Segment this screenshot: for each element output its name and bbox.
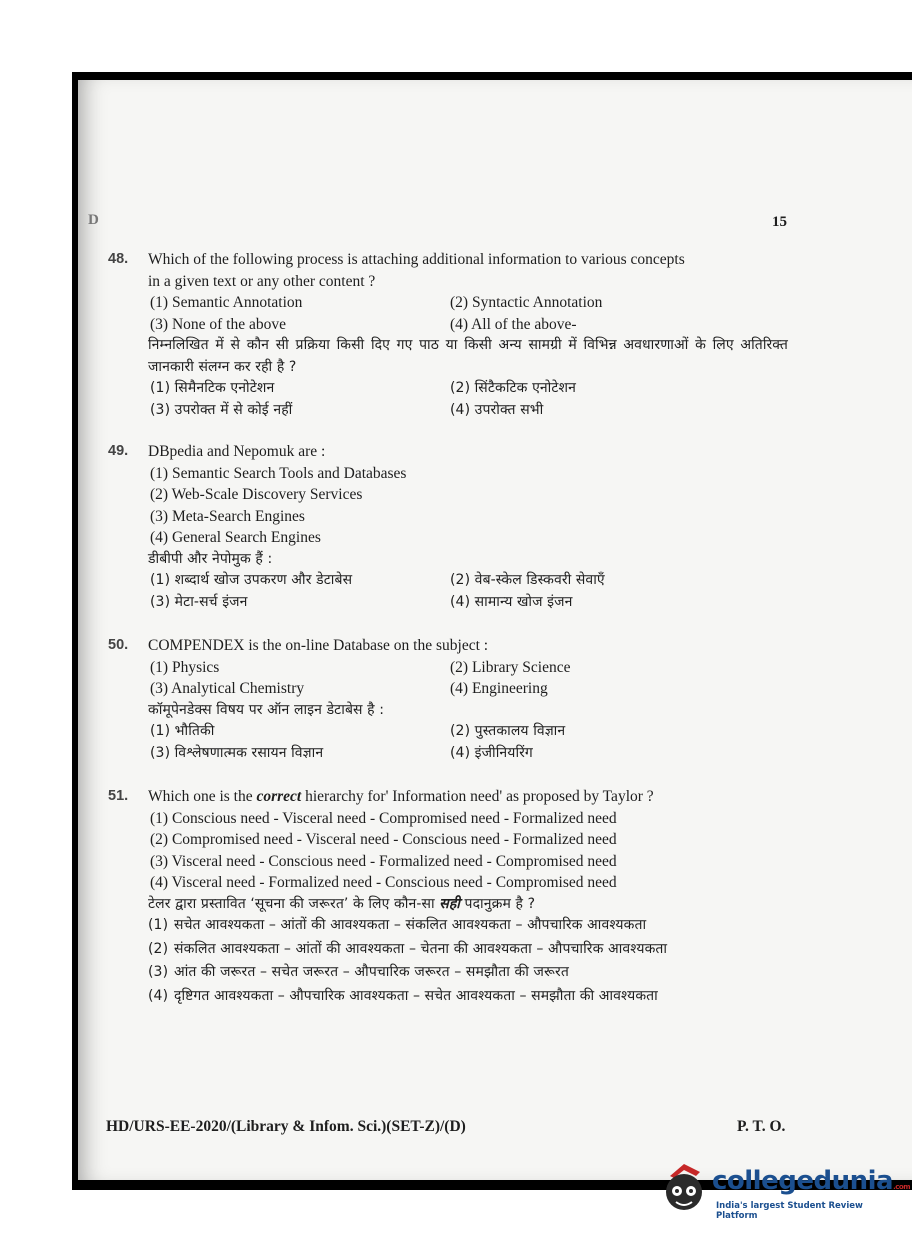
hindi-option: (4) उपरोक्त सभी [450, 401, 544, 418]
option: (3) None of the above [150, 315, 287, 333]
question-51 [108, 786, 788, 1009]
option: (3) Analytical Chemistry [150, 680, 305, 697]
page-number: 15 [772, 214, 787, 230]
hindi-option: (4) इंजीनियरिंग [450, 744, 533, 761]
hindi-question-part: टेलर द्वारा प्रस्तावित ‘सूचना की जरूरत’ के लिए कौन-सा [148, 895, 440, 912]
hindi-question: निम्नलिखित में से कौन सी प्रक्रिया किसी दिए गए पाठ या किसी अन्य सामग्री में विभिन्न अवधारणाओं के लिए अतिरिक्त जानकारी संलग्न कर रही है ? [148, 337, 788, 375]
question-text-line: COMPENDEX is the on-line Database on the subject : [148, 637, 489, 654]
paper-code: HD/URS-EE-2020/(Library & Infom. Sci.)(SET-Z)/(D) [106, 1118, 466, 1135]
hindi-option: (2) सिंटैकटिक एनोटेशन [450, 380, 577, 396]
watermark-logo [656, 1160, 910, 1221]
option: (1) Conscious need - Visceral need - Compromised need - Formalized need [150, 809, 617, 827]
question-text-part: Which one is the [148, 788, 257, 805]
option: (3) Meta-Search Engines [150, 507, 305, 525]
hindi-option: (3) उपरोक्त में से कोई नहीं [150, 401, 293, 418]
question-number: 51. [108, 788, 129, 804]
question-49 [108, 441, 788, 613]
question-number: 49. [108, 443, 129, 459]
hindi-option: (2) पुस्तकालय विज्ञान [450, 723, 566, 739]
hindi-option [148, 962, 788, 984]
hindi-option-text: संकलित आवश्यकता – आंतों की आवश्यकता – चेतना की आवश्यकता – औपचारिक आवश्यकता [174, 940, 668, 957]
hindi-option: (1) भौतिकी [150, 723, 215, 739]
option: (1) Semantic Search Tools and Databases [150, 464, 407, 482]
question-50 [108, 635, 788, 764]
question-text [148, 786, 788, 808]
hindi-option: (2) वेब-स्केल डिस्कवरी सेवाएँ [450, 572, 605, 588]
hindi-option: (1) सिमैनटिक एनोटेशन [150, 380, 275, 396]
hindi-option-number: (3) [148, 964, 169, 980]
hindi-options [148, 570, 788, 613]
hindi-option-number: (2) [148, 940, 169, 957]
hindi-question: डीबीपी और नेपोमुक हैं : [148, 550, 273, 567]
hindi-options [148, 378, 788, 421]
brand-name: collegedunia.com [712, 1166, 910, 1196]
hindi-option-number: (4) [148, 987, 169, 1004]
hindi-option [148, 939, 788, 961]
option: (4) All of the above- [450, 315, 577, 333]
option: (4) General Search Engines [150, 529, 321, 546]
question-48 [108, 249, 788, 421]
options [148, 808, 788, 894]
hindi-option: (4) सामान्य खोज इंजन [450, 593, 573, 610]
option: (2) Compromised need - Visceral need - Conscious need - Formalized need [150, 831, 617, 848]
options [148, 463, 788, 549]
option: (4) Engineering [450, 680, 548, 697]
option: (2) Library Science [450, 658, 571, 676]
hindi-option-text: सचेत आवश्यकता – आंतों की आवश्यकता – संकलित आवश्यकता – औपचारिक आवश्यकता [174, 917, 647, 933]
emphasis-word: correct [256, 788, 302, 805]
options [148, 292, 788, 335]
question-text-line: Which of the following process is attaching additional information to various concepts [148, 251, 685, 268]
option: (2) Syntactic Annotation [450, 294, 603, 311]
hindi-option-text: आंत की जरूरत – सचेत जरूरत – औपचारिक जरूरत – समझौता की जरूरत [174, 964, 569, 980]
question-number: 48. [108, 251, 129, 267]
option: (4) Visceral need - Formalized need - Conscious need - Compromised need [150, 874, 617, 891]
pto-label: P. T. O. [737, 1118, 786, 1135]
hindi-options [148, 721, 788, 764]
option: (2) Web-Scale Discovery Services [150, 486, 363, 503]
options [148, 657, 788, 700]
hindi-option [148, 915, 788, 937]
hindi-option [148, 986, 788, 1008]
brand-tagline: India's largest Student Review Platform [716, 1201, 863, 1221]
hindi-question: कॉमूपेनडेक्स विषय पर ऑन लाइन डेटाबेस है : [148, 701, 385, 718]
side-mark: D [88, 212, 99, 228]
hindi-emphasis-word: सही [439, 895, 460, 912]
hindi-option: (3) विश्लेषणात्मक रसायन विज्ञान [150, 744, 324, 761]
question-text-line: DBpedia and Nepomuk are : [148, 443, 326, 460]
question-text-part: hierarchy for' Information need' as proposed by Taylor ? [301, 788, 654, 805]
hindi-option-number: (1) [148, 917, 169, 933]
hindi-option: (1) शब्दार्थ खोज उपकरण और डेटाबेस [150, 572, 353, 588]
question-number: 50. [108, 637, 129, 653]
hindi-question-part: पदानुक्रम है ? [460, 895, 536, 912]
question-text-line: in a given text or any other content ? [148, 272, 376, 290]
option: (3) Visceral need - Conscious need - Formalized need - Compromised need [150, 852, 617, 870]
hindi-options [148, 915, 788, 1007]
exam-page [78, 80, 912, 1180]
hindi-option: (3) मेटा-सर्च इंजन [150, 593, 248, 610]
option: (1) Physics [150, 658, 220, 676]
hindi-question [148, 894, 788, 916]
option: (1) Semantic Annotation [150, 294, 303, 311]
mascot-icon [656, 1160, 712, 1218]
hindi-option-text: दृष्टिगत आवश्यकता – औपचारिक आवश्यकता – सचेत आवश्यकता – समझौता की आवश्यकता [174, 987, 658, 1004]
